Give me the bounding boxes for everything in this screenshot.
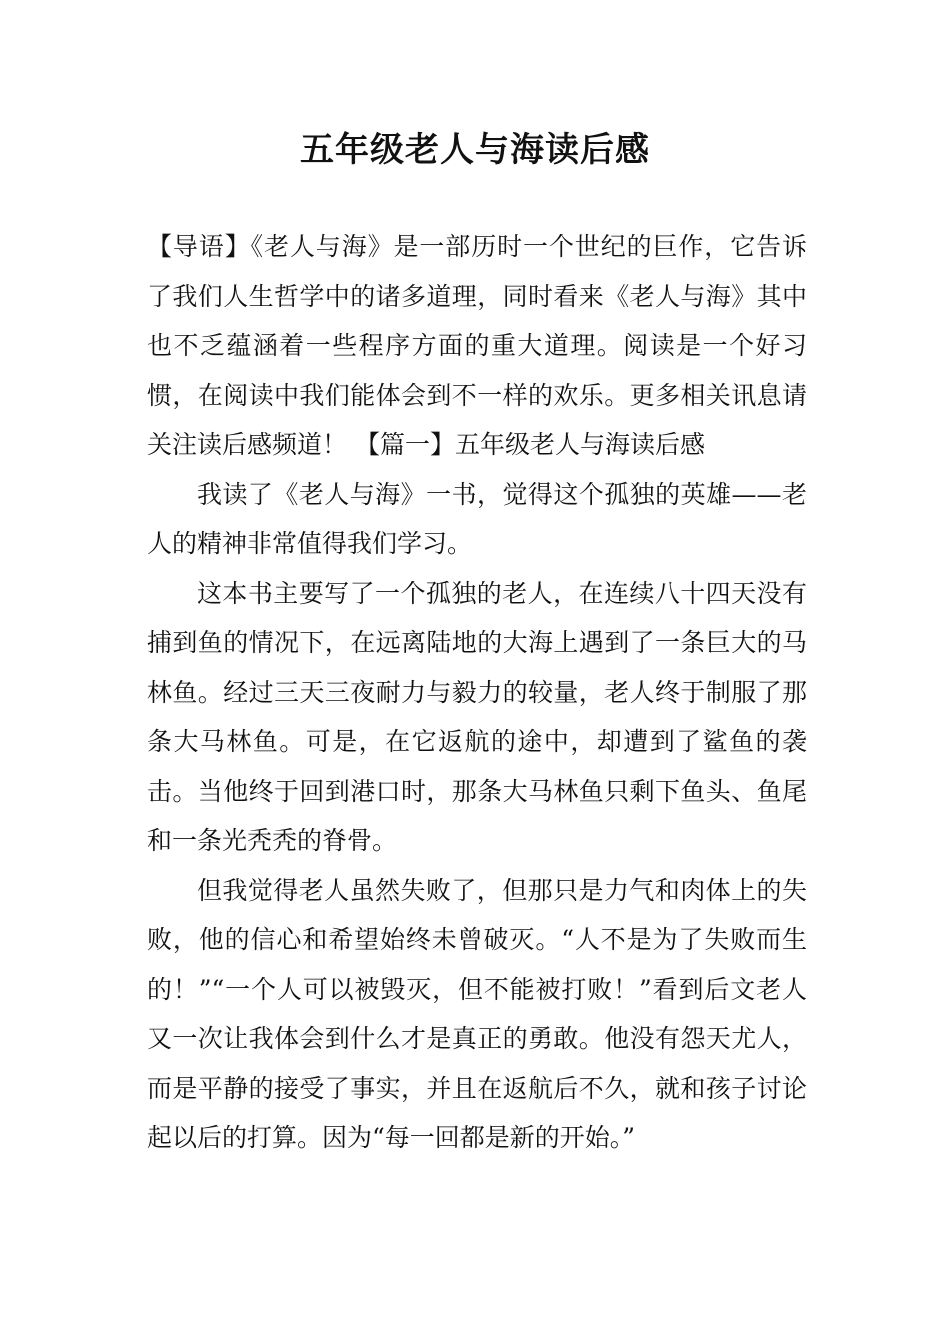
document-title: 五年级老人与海读后感 [300,130,650,170]
intro-paragraph: 【导语】《老人与海》是一部历时一个世纪的巨作，它告诉了我们人生哲学中的诸多道理，同时看来《老人与海》其中也不乏蕴涵着一些程序方面的重大道理。阅读是一个好习惯，在阅读中我们能体会到不一样的欢乐。更多相关讯息请关注读后感频道！ 【篇一】五年级老人与海读后感 [147,232,807,459]
document-body [147,222,807,1163]
body-paragraph-2: 这本书主要写了一个孤独的老人，在连续八十四天没有捕到鱼的情况下，在远离陆地的大海上遇到了一条巨大的马林鱼。经过三天三夜耐力与毅力的较量，老人终于制服了那条大马林鱼。可是，在它返航的途中，却遭到了鲨鱼的袭击。当他终于回到港口时，那条大马林鱼只剩下鱼头、鱼尾和一条光秃秃的脊骨。 [147,578,807,855]
body-paragraph-1: 我读了《老人与海》一书，觉得这个孤独的英雄——老人的精神非常值得我们学习。 [147,479,807,558]
body-paragraph-3: 但我觉得老人虽然失败了，但那只是力气和肉体上的失败，他的信心和希望始终未曾破灭。“人不是为了失败而生的！”“一个人可以被毁灭，但不能被打败！”看到后文老人又一次让我体会到什么才是真正的勇敢。他没有怨天尤人，而是平静的接受了事实，并且在返航后不久，就和孩子讨论起以后的打算。因为“每一回都是新的开始。” [147,875,807,1152]
